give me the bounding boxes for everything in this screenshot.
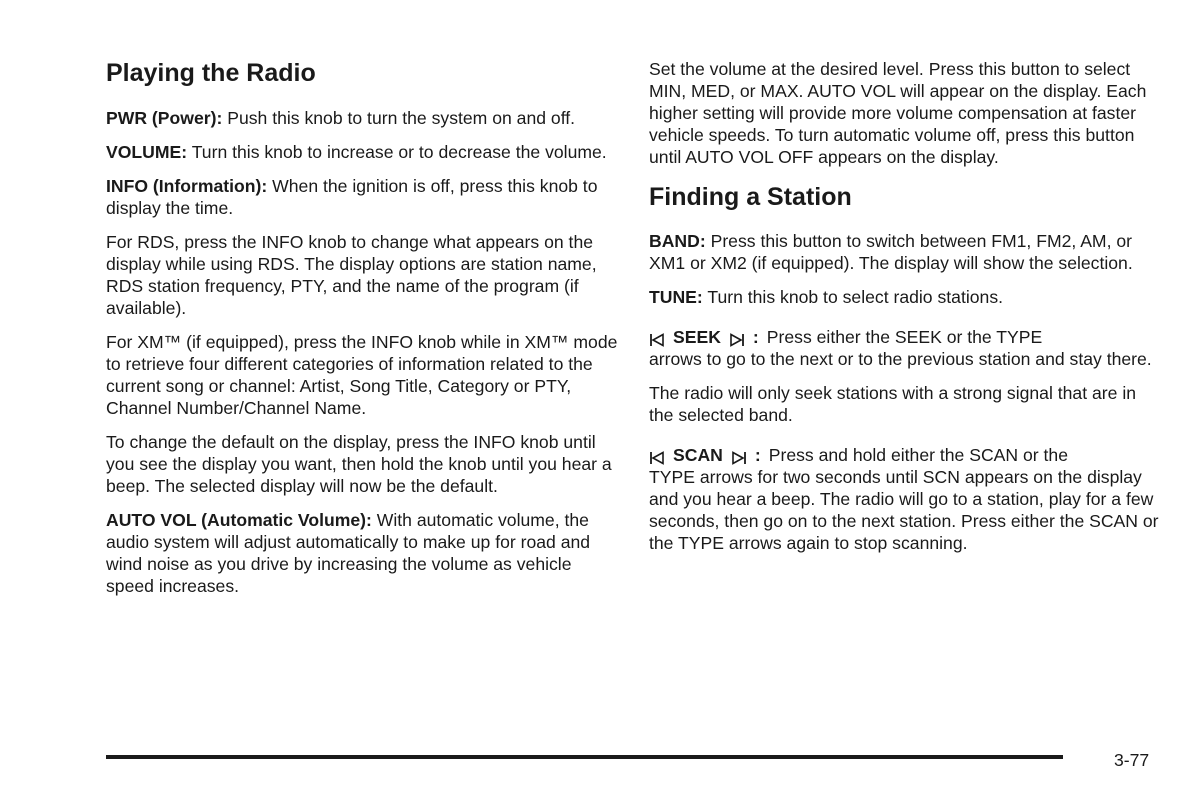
scan-paragraph: [649, 444, 1164, 554]
seek-colon: :: [752, 327, 759, 347]
footer-rule: [106, 755, 1063, 759]
seek-term: SEEK: [673, 327, 721, 347]
scan-text-rest: TYPE arrows for two seconds until SCN appears on the display and you hear a beep. The radio will go to a station, play for a few seconds, then go on to the next station. Press either the SCAN or the TYPE arrows again to stop scanning.: [649, 467, 1159, 553]
right-column: [649, 58, 1164, 554]
autovol-continued-paragraph: Set the volume at the desired level. Press this button to select MIN, MED, or MAX. AUTO VOL will appear on the display. Each higher setting will provide more volume compensation at faster vehicle speeds. To turn automatic volume off, press this button until AUTO VOL OFF appears on the display.: [649, 59, 1147, 167]
band-term: BAND:: [649, 231, 706, 251]
info-paragraph: [106, 175, 618, 219]
autovol-term: AUTO VOL (Automatic Volume):: [106, 510, 372, 530]
pwr-text: Push this knob to turn the system on and off.: [227, 108, 576, 128]
scan-first-line: [649, 444, 1164, 466]
tune-text: Turn this knob to select radio stations.: [707, 287, 1004, 307]
seek-text-rest: arrows to go to the next or to the previous station and stay there.: [649, 349, 1152, 369]
section-heading-finding-station: Finding a Station: [649, 183, 852, 211]
scan-term: SCAN: [673, 445, 723, 465]
page-number: 3-77: [1114, 750, 1150, 770]
skip-forward-icon: [731, 448, 747, 462]
default-display-paragraph: To change the default on the display, press the INFO knob until you see the display you want, then hold the knob until you hear a beep. The selected display will now be the default.: [106, 432, 612, 496]
section-heading-playing-radio: Playing the Radio: [106, 59, 316, 87]
left-column: [106, 58, 618, 609]
skip-forward-icon: [729, 330, 745, 344]
volume-text: Turn this knob to increase or to decrease the volume.: [191, 142, 607, 162]
scan-text-first: Press and hold either the SCAN or the: [768, 445, 1068, 465]
pwr-paragraph: [106, 107, 618, 129]
seek-text-first: Press either the SEEK or the TYPE: [766, 327, 1043, 347]
volume-paragraph: [106, 141, 618, 163]
autovol-paragraph: [106, 509, 618, 597]
tune-paragraph: [649, 286, 1164, 308]
tune-term: TUNE:: [649, 287, 703, 307]
volume-term: VOLUME:: [106, 142, 188, 162]
seek-paragraph: [649, 326, 1164, 370]
info-text: When the ignition is off, press this knob to display the time.: [106, 176, 598, 218]
pwr-term: PWR (Power):: [106, 108, 223, 128]
skip-back-icon: [649, 448, 665, 462]
info-term: INFO (Information):: [106, 176, 268, 196]
seek-first-line: [649, 326, 1164, 348]
xm-paragraph: For XM™ (if equipped), press the INFO knob while in XM™ mode to retrieve four different categories of information related to the current song or channel: Artist, Song Title, Category or PTY, Channel Number/Channel Name.: [106, 332, 618, 418]
autovol-text: With automatic volume, the audio system will adjust automatically to make up for road and wind noise as you drive by increasing the volume as vehicle speed increases.: [106, 510, 591, 596]
seek-note-paragraph: The radio will only seek stations with a strong signal that are in the selected band.: [649, 383, 1137, 425]
scan-colon: :: [754, 445, 761, 465]
band-text: Press this button to switch between FM1, FM2, AM, or XM1 or XM2 (if equipped). The display will show the selection.: [649, 231, 1133, 273]
band-paragraph: [649, 230, 1164, 274]
skip-back-icon: [649, 330, 665, 344]
rds-paragraph: For RDS, press the INFO knob to change what appears on the display while using RDS. The display options are station name, RDS station frequency, PTY, and the name of the program (if available).: [106, 232, 597, 318]
